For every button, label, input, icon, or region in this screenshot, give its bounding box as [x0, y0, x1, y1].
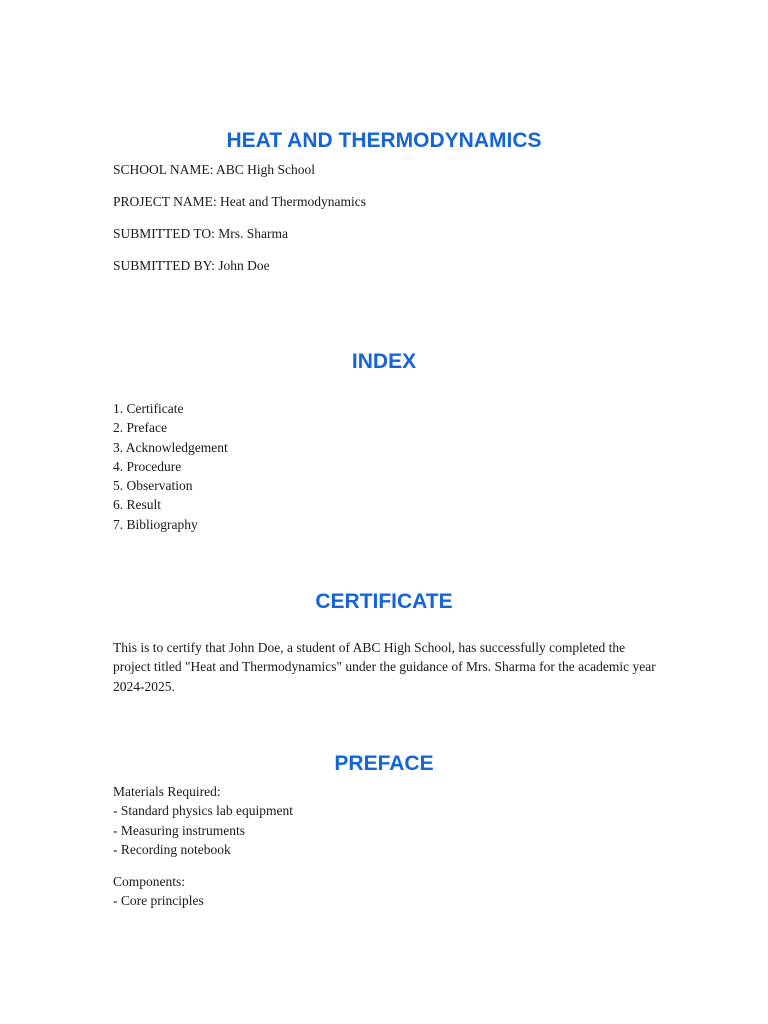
index-item-acknowledgement: 3. Acknowledgement [113, 439, 228, 455]
index-heading: INDEX [351, 350, 417, 373]
certificate-text: This is to certify that John Doe, a student of ABC High School, has successfully completed the project titled "Heat and Thermodynamics" under the guidance of Mrs. Sharma for the academic year 2024-2025. [113, 640, 656, 694]
components-item: - Core principles [113, 893, 204, 909]
components-label: Components: [113, 874, 186, 889]
index-item-bibliography: 7. Bibliography [113, 516, 198, 532]
index-item-observation: 5. Observation [113, 478, 193, 494]
components-block [113, 872, 673, 911]
materials-block [113, 782, 673, 859]
index-item-result: 6. Result [113, 497, 162, 513]
document-title: HEAT AND THERMODYNAMICS [226, 129, 542, 152]
certificate-heading: CERTIFICATE [315, 590, 453, 613]
index-item-certificate: 1. Certificate [113, 401, 184, 416]
materials-item: - Measuring instruments [113, 822, 245, 838]
project-name: PROJECT NAME: Heat and Thermodynamics [113, 194, 366, 209]
materials-item: - Standard physics lab equipment [113, 803, 293, 819]
materials-item: - Recording notebook [113, 841, 231, 857]
index-list [113, 399, 673, 534]
materials-label: Materials Required: [113, 784, 221, 799]
index-item-preface: 2. Preface [113, 420, 167, 436]
submitted-by: SUBMITTED BY: John Doe [113, 258, 270, 273]
index-item-procedure: 4. Procedure [113, 458, 182, 474]
preface-heading: PREFACE [334, 752, 434, 775]
school-name: SCHOOL NAME: ABC High School [113, 162, 316, 177]
submitted-to: SUBMITTED TO: Mrs. Sharma [113, 226, 288, 241]
